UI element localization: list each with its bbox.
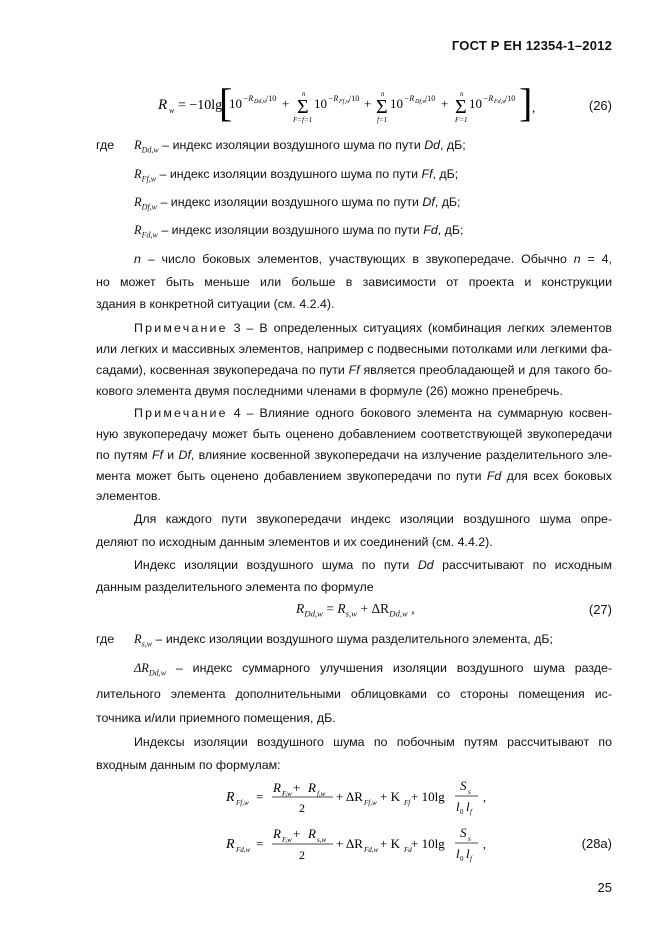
where1-n-symbol-2: n — [573, 252, 581, 266]
where1-item-df-unit: , дБ; — [434, 195, 461, 209]
document-header: ГОСТ Р ЕН 12354-1–2012 — [451, 38, 612, 53]
eq27-eq: = — [326, 601, 338, 616]
note4-line-5: элементов. — [96, 489, 161, 503]
where2-line-4: точника и/или приемного помещения, дБ. — [96, 711, 336, 725]
eq28a-number: (28a) — [581, 836, 612, 851]
where2-line-2-sub: Dd,w — [148, 668, 167, 678]
eq26-term2-exp-sub: Df,w — [415, 99, 427, 105]
eq27-lhs: R — [296, 601, 305, 616]
note4-line-3-b: , влияние косвенной звукопередачи на излучение разделительного эле- — [190, 448, 613, 462]
where1-item-fd-sub: Fd,w — [141, 230, 158, 240]
note3-label: Примечание — [134, 321, 228, 335]
eq28a-r2-k-sub: Fd — [404, 846, 412, 854]
eq28a-r1-num-a: R — [273, 780, 281, 795]
para2-line-2: данным разделительного элемента по формуле — [96, 580, 374, 594]
note3-line-2: или легких и массивных элементов, например с подвесными потолками или легкими фа- — [96, 342, 612, 356]
note4-line-4 — [96, 468, 612, 484]
para2-line-1 — [134, 557, 612, 573]
eq26-term0-base: 10 — [229, 96, 242, 111]
eq28a-r1-f-den-b: l — [466, 799, 470, 814]
para1-line-2: деляют по исходным данным элементов и их соединений (см. 4.4.2). — [96, 535, 493, 549]
note4-line-2: ную звукопередачу может быть оценено добавлением соответствующей звукопередачи — [96, 427, 612, 441]
where1-item-fd-text: – индекс изоляции воздушного шума по пути — [157, 223, 424, 237]
note4-line-3-path-2: Df — [178, 448, 191, 462]
eq28a-r2-den: 2 — [299, 848, 305, 862]
eq26-term3-exp-sub: Fd,w — [494, 99, 507, 105]
para1-line-1: Для каждого пути звукопередачи индекс изоляции воздушного шума опре- — [134, 512, 612, 526]
where1-item-df-text: – индекс изоляции воздушного шума по пути — [157, 195, 423, 209]
eq28a-r2-f-den-a: l — [456, 846, 460, 861]
note4-line-4-a: мента может быть оценено добавлением звукопередачи по пути — [96, 469, 487, 483]
eq26-plus-2: + — [364, 96, 372, 111]
page-number: 25 — [597, 880, 612, 895]
note4-line-3-path-1: Ff — [151, 448, 163, 462]
eq28a-r2-plus-delta: + ΔR — [336, 836, 363, 851]
eq28a-r1-num-plus: + — [293, 780, 301, 795]
eq28a-r1-f-num: S — [460, 778, 467, 793]
where1-n-line-1 — [134, 251, 612, 267]
eq27-d-sub: Dd,w — [389, 608, 408, 619]
eq26-term2-base: 10 — [390, 96, 403, 111]
eq28a-r1-tail: , — [483, 790, 486, 804]
where1-item-dd-path: Dd — [424, 138, 441, 152]
note3-line-3-path: Ff — [348, 363, 360, 377]
where1-item-df — [134, 194, 461, 215]
equation-27 — [296, 601, 415, 622]
eq26-term1-exp-sub: Ff,w — [339, 99, 350, 105]
eq28a-r1-num-b-sub: f,w — [317, 790, 326, 798]
where1-item-ff-sub: Ff,w — [141, 174, 157, 184]
eq28a-r1-eq: = — [256, 789, 264, 804]
eq26-sum1-bottom: F=f=1 — [293, 116, 313, 124]
para2-line-1-path: Dd — [417, 558, 434, 572]
eq26-term2-exp-tail: /10 — [425, 94, 436, 103]
eq26-bracket-left: [ — [219, 80, 233, 125]
eq26-term1-exp-tail: /10 — [349, 94, 360, 103]
where1-item-df-path: Df — [422, 195, 435, 209]
where1-item-dd-sub: Dd,w — [141, 145, 159, 155]
eq26-sum1-sigma: Σ — [297, 96, 309, 118]
eq28a-r2-num-plus: + — [293, 826, 301, 841]
where2-gde: где — [96, 632, 115, 646]
where2-line-1-text: – индекс изоляции воздушного шума разделительного элемента, дБ; — [152, 632, 553, 646]
eq26-tail: , — [532, 100, 536, 115]
eq26-term3-base: 10 — [469, 96, 482, 111]
eq26-sum2-bottom: f=1 — [377, 116, 388, 124]
where1-item-df-sym: R — [134, 195, 142, 209]
note4-label: Примечание — [134, 406, 228, 420]
eq26-sum3-top: n — [460, 90, 464, 98]
eq26-term3-exp-tail: /10 — [505, 94, 516, 103]
where1-item-fd-sym: R — [134, 223, 142, 237]
where1-item-dd-sym: R — [134, 138, 142, 152]
eq26-plus-1: + — [282, 96, 290, 111]
eq28a-r1-den: 2 — [299, 801, 305, 815]
equation-26 — [0, 0, 661, 140]
eq26-eq: = −10lg — [178, 98, 223, 113]
eq28a-r1-d-sub: Ff,w — [364, 799, 377, 807]
where1-item-ff-sym: R — [134, 167, 142, 181]
eq26-sum2-sigma: Σ — [376, 96, 388, 118]
eq28a-r2-plus-k: + K — [380, 836, 400, 851]
eq26-sum1-top: n — [302, 90, 306, 98]
where2-line-2-sym: ΔR — [134, 661, 149, 675]
note3-line-1 — [134, 320, 612, 336]
eq27-r-sub: s,w — [345, 608, 358, 619]
para3-line-1: Индексы изоляции воздушного шума по побочным путям рассчитывают по — [134, 735, 612, 749]
eq28a-r2-d-sub: Fd,w — [364, 846, 379, 854]
eq28a-r1-num-b: R — [308, 780, 316, 795]
eq28a-r2-f-num: S — [460, 825, 467, 840]
eq26-term1-base: 10 — [314, 96, 327, 111]
eq26-lhs: R — [158, 97, 168, 113]
eq28a-r2-num-a-sub: F,w — [282, 836, 292, 844]
eq26-term3-exp: −R — [483, 94, 494, 103]
where2-line-2 — [134, 660, 612, 681]
where2-line-1-sym: R — [134, 632, 142, 646]
eq26-plus-3: + — [441, 96, 449, 111]
where1-n-symbol: n — [134, 252, 141, 266]
eq26-term1-exp: −R — [328, 94, 339, 103]
para3-line-2: входным данным по формулам: — [96, 758, 281, 772]
where1-item-fd-path: Fd — [423, 223, 438, 237]
eq28a-r2-plus-lg: + 10lg — [411, 836, 445, 851]
note3-line-3-a: садами), косвенная звукопередача по пути — [96, 363, 349, 377]
eq28a-r2-f-den-b: l — [466, 846, 470, 861]
eq28a-r2-f-den-a-sub: 0 — [460, 855, 464, 863]
note3-line-4: кового элемента двумя последними членами в формуле (26) можно пренебречь. — [96, 384, 563, 398]
eq28a-r1-f-den-a: l — [456, 799, 460, 814]
eq26-bracket-right: ] — [519, 80, 533, 125]
note4-line-1 — [134, 405, 612, 421]
note4-line-3-and: и — [163, 448, 179, 462]
note4-line-4-path: Fd — [486, 469, 502, 483]
where1-n-line-2: но может быть меньше или больше в зависимости от проекта и конструкции — [96, 275, 612, 289]
para2-line-1-a: Индекс изоляции воздушного шума по пути — [134, 558, 418, 572]
equations-28a — [0, 770, 661, 870]
eq27-plus-delta: + ΔR — [357, 601, 390, 616]
eq28a-r1-lhs: R — [226, 790, 235, 805]
where2-line-3: лительного элемента дополнительными облицовками со стороны помещения ис- — [96, 687, 612, 701]
eq28a-r1-num-a-sub: F,w — [282, 790, 292, 798]
note4-line-4-b: для всех боковых — [501, 469, 612, 483]
eq27-number: (27) — [588, 602, 612, 617]
eq26-term2-exp: −R — [404, 94, 415, 103]
eq28a-r2-lhs: R — [226, 837, 235, 852]
where1-item-fd — [134, 222, 463, 243]
eq26-sum3-bottom: F=1 — [455, 116, 468, 124]
eq28a-r1-plus-k: + K — [380, 789, 400, 804]
where1-item-ff — [134, 166, 458, 187]
eq26-term0-exp-tail: /10 — [266, 94, 277, 103]
eq27-lhs-sub: Dd,w — [304, 608, 324, 619]
where1-item-dd — [134, 137, 466, 158]
where1-item-ff-unit: , дБ; — [432, 167, 459, 181]
eq28a-r1-plus-lg: + 10lg — [411, 789, 445, 804]
eq28a-r2-eq: = — [256, 836, 264, 851]
note4-line-3 — [96, 447, 612, 463]
eq26-sum3-sigma: Σ — [455, 96, 467, 118]
eq28a-r2-num-b-sub: s,w — [317, 836, 327, 844]
eq27-r: R — [337, 601, 346, 616]
eq28a-r1-f-den-a-sub: 0 — [460, 808, 464, 816]
eq28a-r1-f-den-b-sub: f — [470, 808, 472, 816]
eq28a-r1-k-sub: Ff — [404, 799, 411, 807]
eq28a-r1-plus-delta: + ΔR — [336, 789, 363, 804]
eq26-sum2-top: n — [381, 90, 385, 98]
eq28a-r2-lhs-sub: Fd,w — [236, 846, 251, 854]
where1-gde: где — [96, 138, 115, 152]
para2-line-1-b: рассчитывают по исходным — [433, 558, 612, 572]
where2-line-1-sub: s,w — [141, 639, 153, 649]
where1-n-text: – число боковых элементов, участвующих в звукопередаче. Обычно — [140, 252, 574, 266]
eq28a-r2-tail: , — [483, 837, 486, 851]
eq28a-r2-num-a: R — [273, 826, 281, 841]
eq26-term0-exp: −R — [243, 94, 254, 103]
where1-item-df-sub: Df,w — [141, 202, 158, 212]
note4-line-1-text: 4 – Влияние одного бокового элемента на суммарную косвен- — [227, 406, 612, 420]
where1-item-dd-text: – индекс изоляции воздушного шума по пути — [158, 138, 425, 152]
where1-item-ff-text: – индекс изоляции воздушного шума по пути — [156, 167, 422, 181]
eq28a-r2-f-num-sub: s — [468, 835, 471, 843]
note4-line-3-a: по путям — [96, 448, 152, 462]
where1-n-value: = 4, — [580, 252, 612, 266]
where1-item-dd-unit: , дБ; — [440, 138, 466, 152]
eq28a-r2-num-b: R — [308, 826, 316, 841]
eq27-tail: , — [407, 601, 415, 616]
eq28a-r2-f-den-b-sub: f — [470, 855, 472, 863]
eq26-term0-exp-sub: Dd,w — [254, 99, 267, 105]
note3-line-3-b: является преобладающей и для такого бо- — [359, 363, 612, 377]
eq28a-r1-lhs-sub: Ff,w — [236, 799, 249, 807]
eq26-number: (26) — [588, 98, 612, 113]
where2-line-2-text: – индекс суммарного улучшения изоляции воздушного шума разде- — [166, 661, 612, 675]
where1-item-ff-path: Ff — [421, 167, 433, 181]
note3-line-3 — [96, 362, 612, 378]
where1-item-fd-unit: , дБ; — [437, 223, 464, 237]
eq26-lhs-sub: w — [169, 106, 175, 115]
where2-line-1 — [134, 631, 553, 652]
where1-n-line-3: здания в конкретной ситуации (см. 4.2.4). — [96, 297, 335, 311]
note3-line-1-text: 3 – В определенных ситуациях (комбинация легких элементов — [227, 321, 612, 335]
eq28a-r1-f-num-sub: s — [468, 788, 471, 796]
